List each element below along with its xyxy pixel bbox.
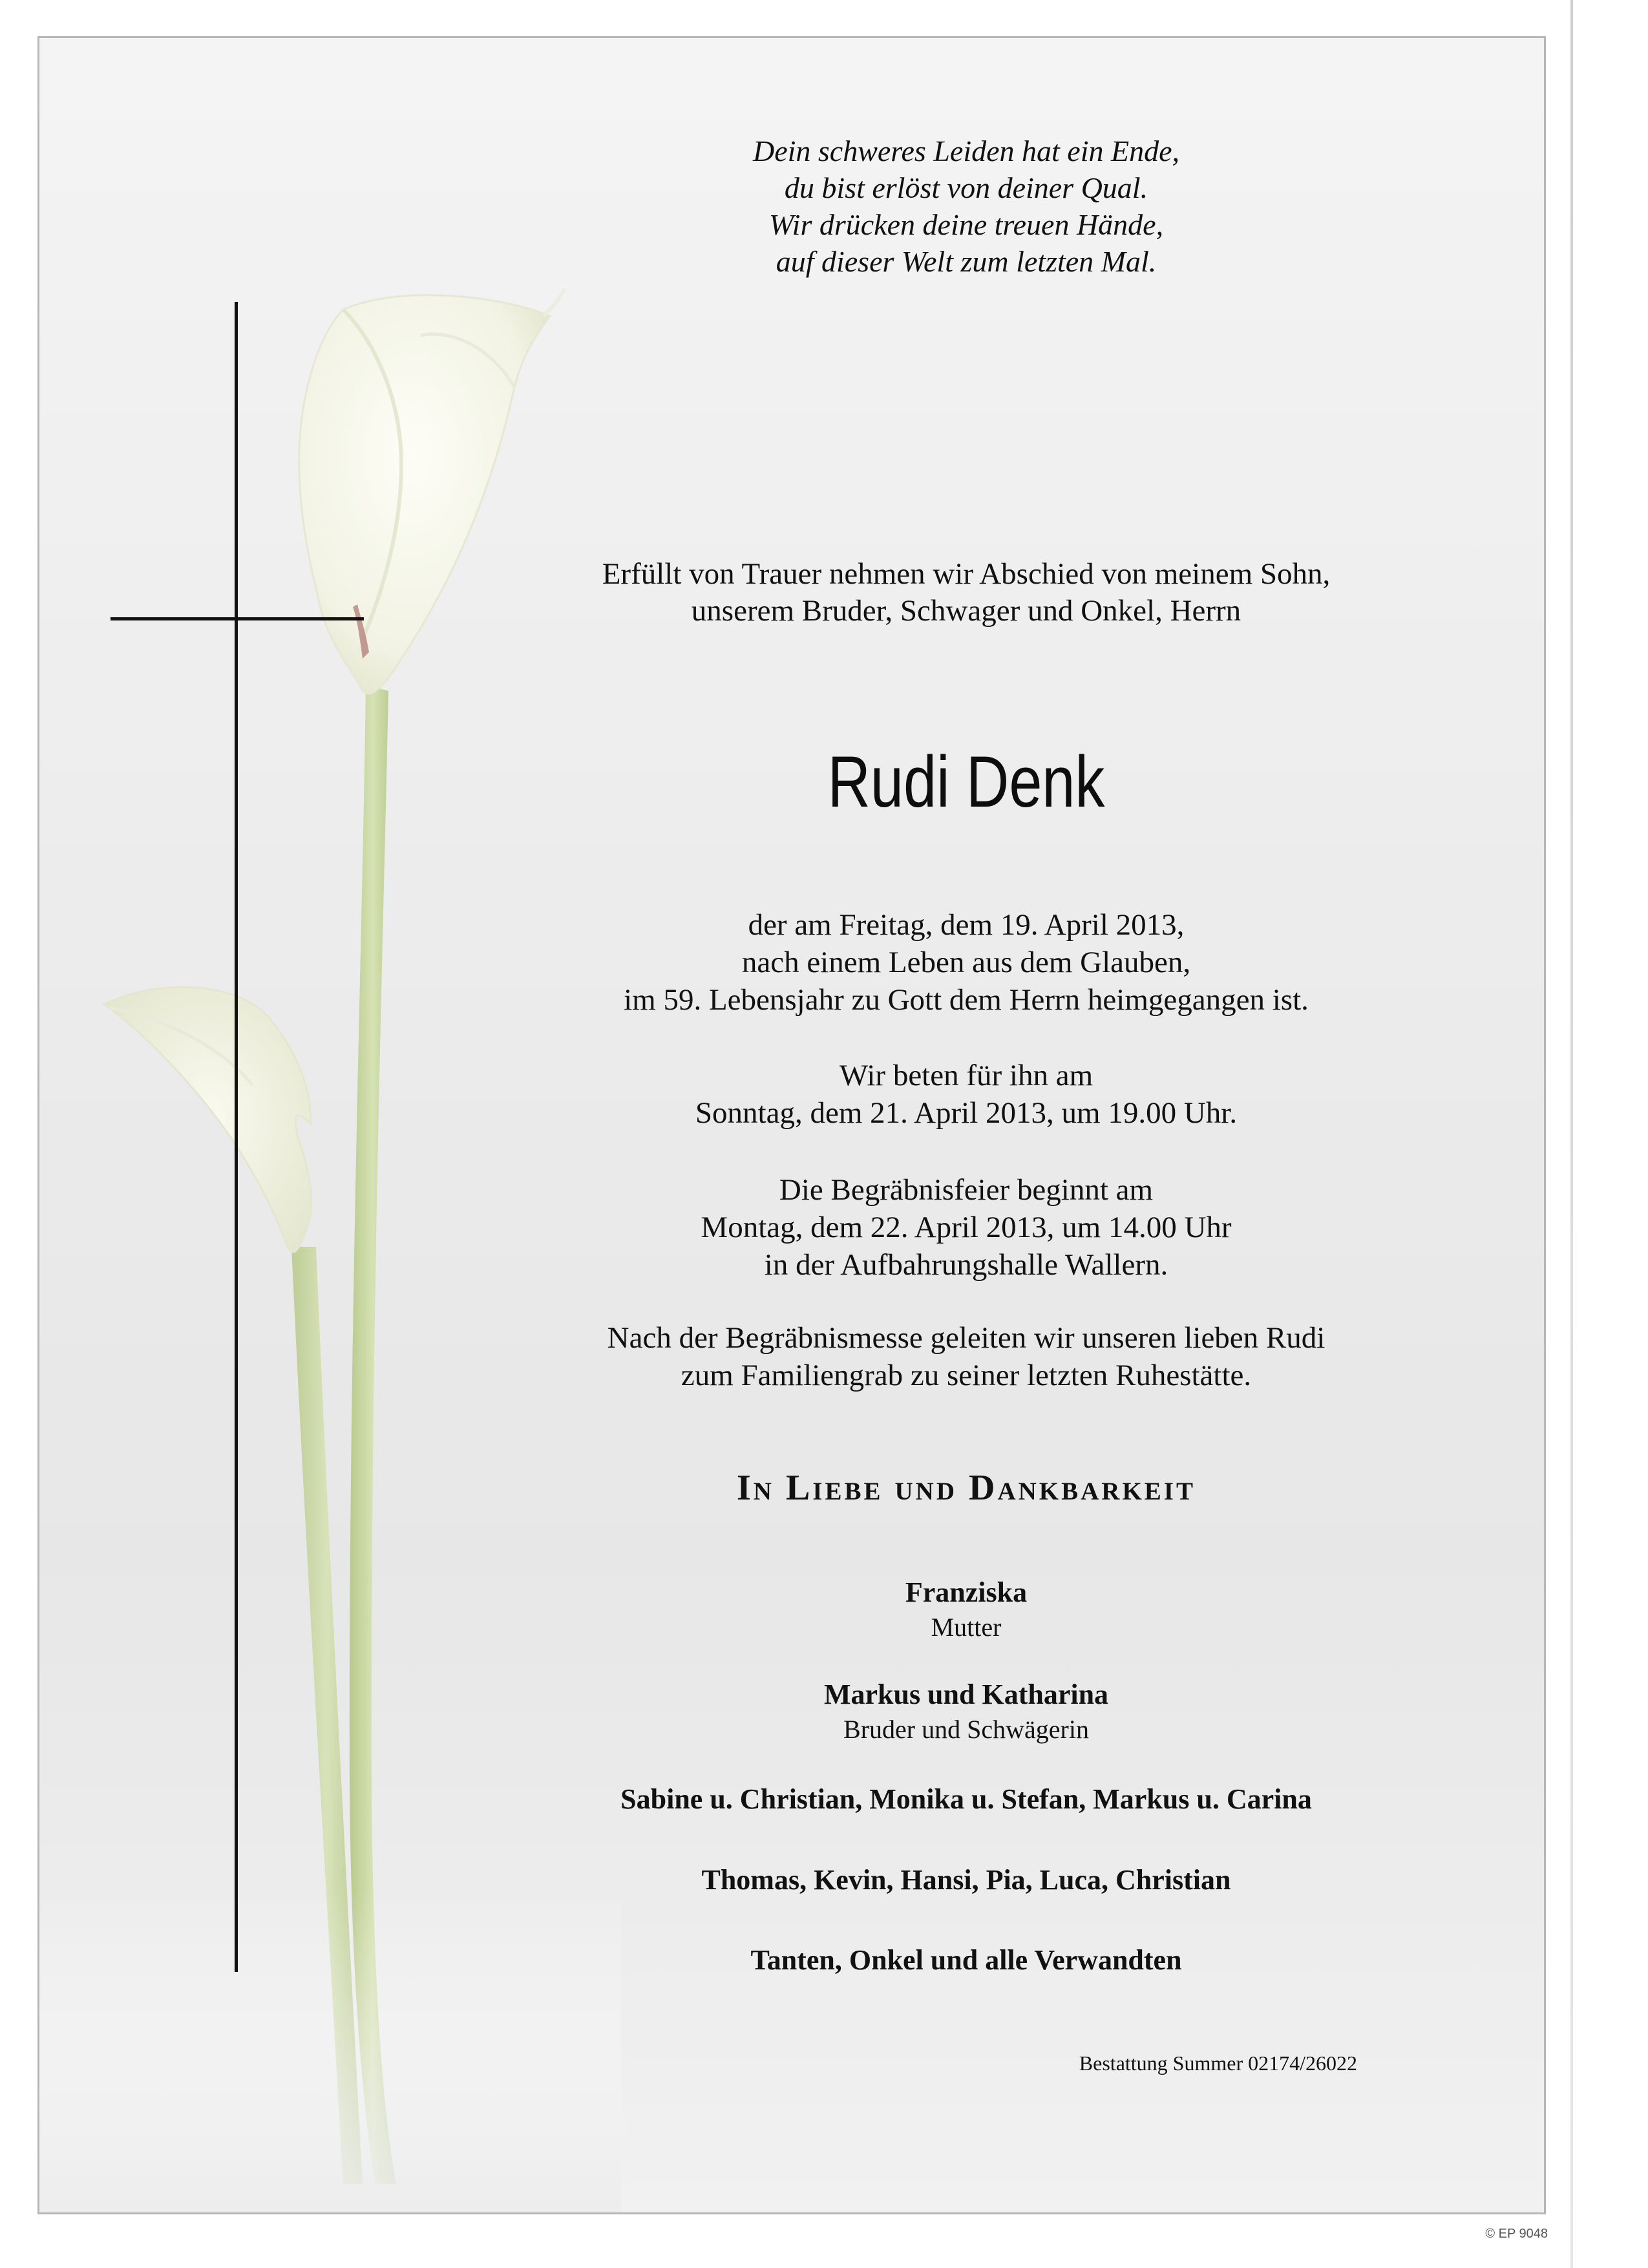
poem-line: auf dieser Welt zum letzten Mal. xyxy=(776,245,1157,278)
paragraph-line: Nach der Begräbnismesse geleiten wir unseren lieben Rudi xyxy=(607,1321,1326,1355)
intro-line: Erfüllt von Trauer nehmen wir Abschied von meinem Sohn, xyxy=(602,557,1331,591)
intro-text xyxy=(278,556,1648,630)
burial-paragraph xyxy=(278,1319,1648,1394)
poem xyxy=(278,132,1648,280)
mourner-name: Markus und Katharina xyxy=(823,1679,1109,1710)
mourner-entry xyxy=(278,1676,1648,1746)
paragraph-line: Montag, dem 22. April 2013, um 14.00 Uhr xyxy=(701,1211,1232,1244)
print-code: © EP 9048 xyxy=(1485,2227,1548,2241)
deceased-name: Rudi Denk xyxy=(827,741,1105,822)
mourner-entry xyxy=(278,1861,1648,1899)
mourner-entry xyxy=(278,1781,1648,1818)
mourner-name: Thomas, Kevin, Hansi, Pia, Luca, Christian xyxy=(701,1864,1231,1896)
poem-line: Dein schweres Leiden hat ein Ende, xyxy=(752,134,1180,167)
paragraph-line: im 59. Lebensjahr zu Gott dem Herrn heimgegangen ist. xyxy=(624,983,1309,1017)
closing-phrase: In Liebe und Dankbarkeit xyxy=(736,1468,1196,1508)
mourner-relation: Bruder und Schwägerin xyxy=(843,1715,1089,1744)
paragraph-line: in der Aufbahrungshalle Wallern. xyxy=(764,1248,1168,1282)
paragraph-line: Wir beten für ihn am xyxy=(839,1059,1093,1092)
funeral-paragraph xyxy=(278,1171,1648,1284)
poem-line: Wir drücken deine treuen Hände, xyxy=(768,208,1164,241)
mourner-entry xyxy=(278,1574,1648,1644)
poem-line: du bist erlöst von deiner Qual. xyxy=(784,171,1148,204)
death-notice-paragraph xyxy=(278,906,1648,1019)
mourner-relation: Mutter xyxy=(931,1613,1002,1642)
paragraph-line: nach einem Leben aus dem Glauben, xyxy=(741,946,1191,979)
cross-icon xyxy=(235,302,238,1972)
paragraph-line: Sonntag, dem 21. April 2013, um 19.00 Uhr. xyxy=(695,1096,1238,1130)
mourner-entry xyxy=(278,1942,1648,1979)
mourner-name: Sabine u. Christian, Monika u. Stefan, Markus u. Carina xyxy=(620,1783,1312,1815)
paragraph-line: zum Familiengrab zu seiner letzten Ruhestätte. xyxy=(681,1359,1252,1392)
sheet-edge-line xyxy=(1570,0,1573,2268)
funeral-home-imprint: Bestattung Summer 02174/26022 xyxy=(1079,2051,1357,2075)
mourner-name: Franziska xyxy=(905,1576,1028,1608)
prayer-paragraph xyxy=(278,1057,1648,1132)
paragraph-line: der am Freitag, dem 19. April 2013, xyxy=(748,908,1185,942)
intro-line: unserem Bruder, Schwager und Onkel, Herrn xyxy=(691,594,1241,628)
sheet-margin xyxy=(1569,0,1648,2268)
paragraph-line: Die Begräbnisfeier beginnt am xyxy=(779,1173,1154,1207)
mourner-name: Tanten, Onkel und alle Verwandten xyxy=(750,1944,1182,1976)
